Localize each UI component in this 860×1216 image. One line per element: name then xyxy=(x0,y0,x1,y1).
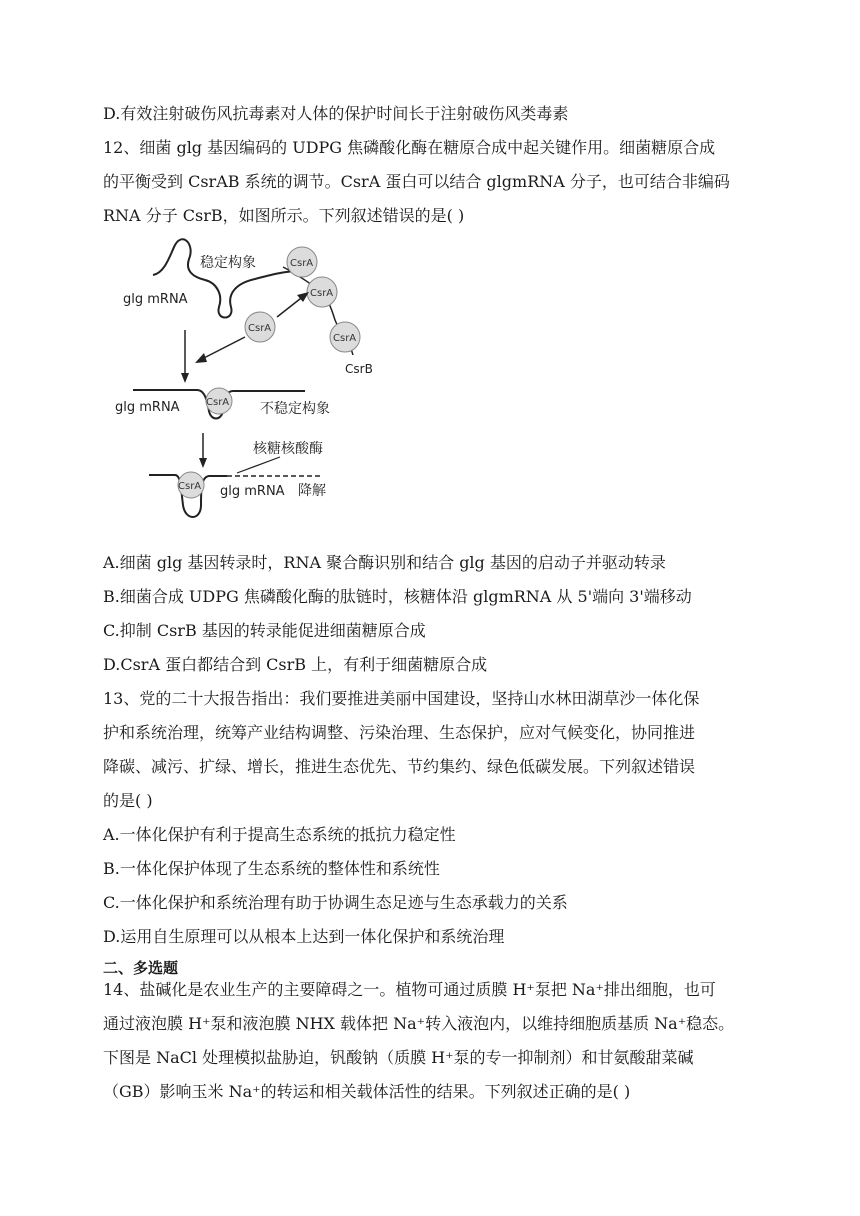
glg-mrna-label-3: glg mRNA xyxy=(220,484,285,499)
csra-label-unstable: CsrA xyxy=(206,397,230,408)
csrab-regulation-diagram xyxy=(105,235,395,530)
csra-label-free: CsrA xyxy=(248,323,272,334)
glg-mrna-label-1: glg mRNA xyxy=(123,292,188,307)
q12-stem-line1: 12、细菌 glg 基因编码的 UDPG 焦磷酸化酶在糖原合成中起关键作用。细菌糖原合成 xyxy=(103,138,716,157)
q13-option-c: C.一体化保护和系统治理有助于协调生态足迹与生态承载力的关系 xyxy=(103,893,568,912)
arrow-to-mrna xyxy=(200,337,245,360)
q13-stem-line2: 护和系统治理，统筹产业结构调整、污染治理、生态保护，应对气候变化，协同推进 xyxy=(103,723,696,742)
glg-mrna-label-2: glg mRNA xyxy=(115,400,180,415)
csra-label-bound-2: CsrA xyxy=(310,288,334,299)
q13-stem-line1: 13、党的二十大报告指出：我们要推进美丽中国建设，坚持山水林田湖草沙一体化保 xyxy=(103,689,700,708)
q12-stem-line3: RNA 分子 CsrB，如图所示。下列叙述错误的是( ) xyxy=(103,206,465,225)
q14-stem-line3: 下图是 NaCl 处理模拟盐胁迫，钒酸钠（质膜 H⁺泵的专一抑制剂）和甘氨酸甜菜碱 xyxy=(103,1048,694,1067)
q13-option-d: D.运用自生原理可以从根本上达到一体化保护和系统治理 xyxy=(103,927,505,946)
q14-stem-line1: 14、盐碱化是农业生产的主要障碍之一。植物可通过质膜 H⁺泵把 Na⁺排出细胞，也可 xyxy=(103,980,716,999)
q12-stem-line2: 的平衡受到 CsrAB 系统的调节。CsrA 蛋白可以结合 glgmRNA 分子，也可结合非编码 xyxy=(103,172,730,191)
stable-conformation-label: 稳定构象 xyxy=(200,255,256,271)
degradation-label: 降解 xyxy=(298,483,326,499)
q14-stem-line2: 通过液泡膜 H⁺泵和液泡膜 NHX 载体把 Na⁺转入液泡内，以维持细胞质基质 Na⁺稳态。 xyxy=(103,1014,735,1033)
down-arrowhead-1 xyxy=(181,373,189,383)
q13-stem-line3: 降碳、减污、扩绿、增长，推进生态优先、节约集约、绿色低碳发展。下列叙述错误 xyxy=(103,757,696,776)
q12-option-a: A.细菌 glg 基因转录时，RNA 聚合酶识别和结合 glg 基因的启动子并驱动转录 xyxy=(103,553,666,572)
csra-label-degrade: CsrA xyxy=(178,481,202,492)
q11-option-d: D.有效注射破伤风抗毒素对人体的保护时间长于注射破伤风类毒素 xyxy=(103,104,569,123)
arrowhead-to-mrna xyxy=(195,353,207,363)
csrb-label: CsrB xyxy=(345,362,373,376)
q14-stem-line4: （GB）影响玉米 Na⁺的转运和相关载体活性的结果。下列叙述正确的是( ) xyxy=(103,1082,631,1101)
unstable-conformation-label: 不稳定构象 xyxy=(260,401,330,417)
down-arrowhead-2 xyxy=(199,458,207,468)
csra-label-bound-3: CsrA xyxy=(333,333,357,344)
section-heading-multiple-choice: 二、多选题 xyxy=(103,959,179,977)
q13-option-a: A.一体化保护有利于提高生态系统的抵抗力稳定性 xyxy=(103,825,456,844)
ribonuclease-pointer xyxy=(237,457,280,473)
q12-option-d: D.CsrA 蛋白都结合到 CsrB 上，有利于细菌糖原合成 xyxy=(103,655,488,674)
q13-stem-line4: 的是( ) xyxy=(103,791,153,810)
q12-option-b: B.细菌合成 UDPG 焦磷酸化酶的肽链时，核糖体沿 glgmRNA 从 5'端向 3'端移动 xyxy=(103,587,692,606)
q12-option-c: C.抑制 CsrB 基因的转录能促进细菌糖原合成 xyxy=(103,621,426,640)
ribonuclease-label: 核糖核酸酶 xyxy=(253,441,323,457)
csra-label-bound-1: CsrA xyxy=(290,258,314,269)
q13-option-b: B.一体化保护体现了生态系统的整体性和系统性 xyxy=(103,859,440,878)
